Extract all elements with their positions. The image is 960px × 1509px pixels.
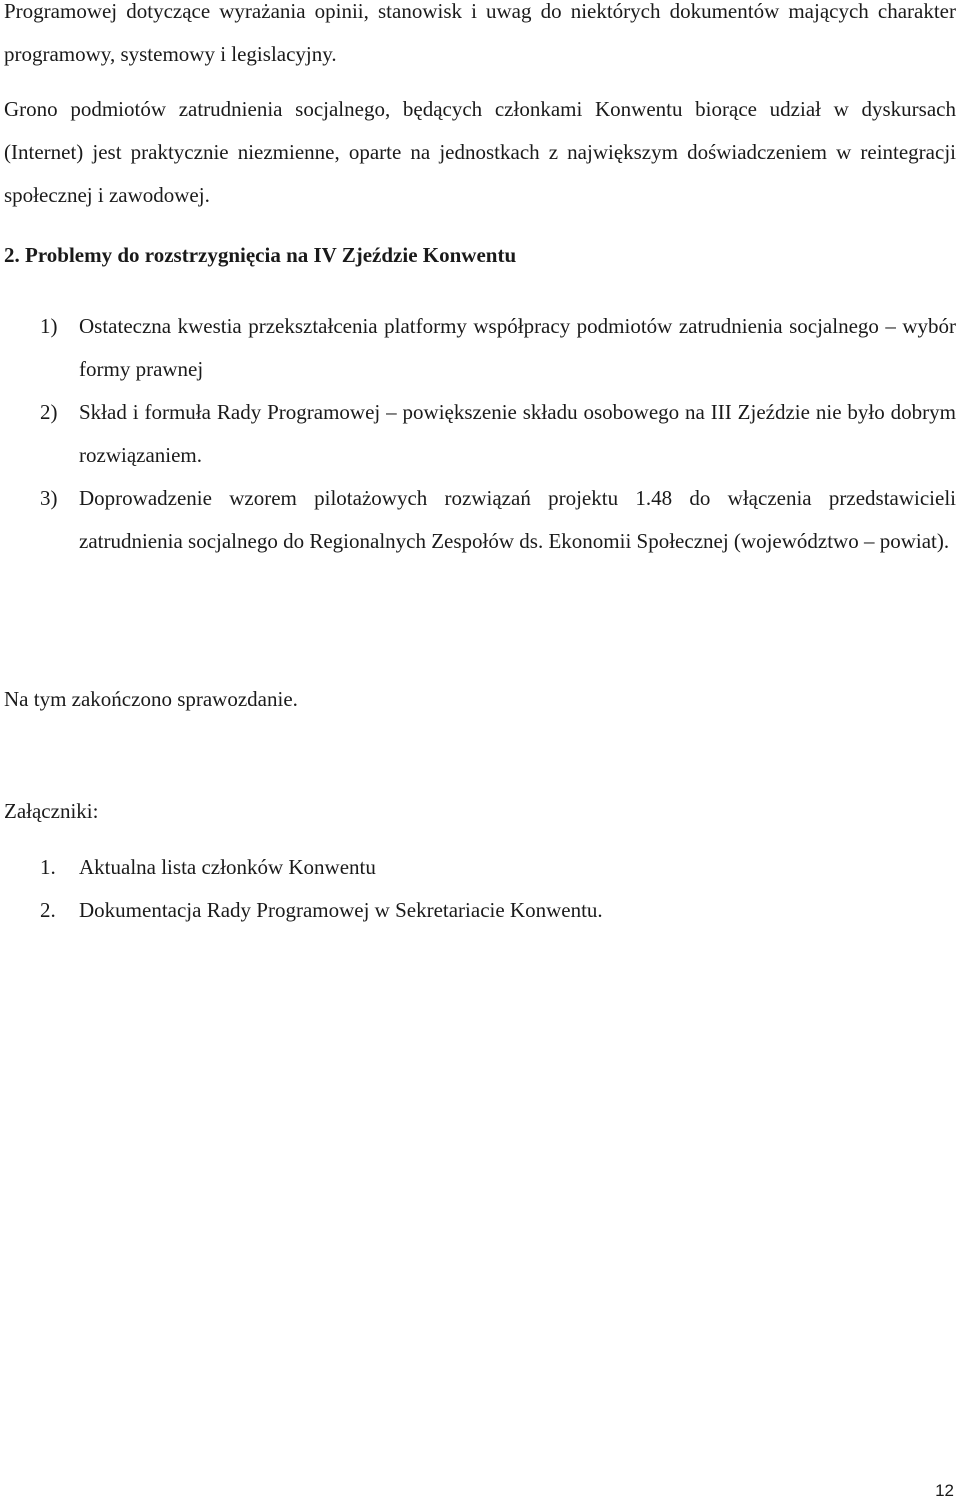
attachment-number: 2. bbox=[40, 898, 56, 922]
list-item-text: Ostateczna kwestia przekształcenia platformy współpracy podmiotów zatrudnienia socjalnego – wybór formy prawnej bbox=[79, 314, 956, 381]
list-item-text: Doprowadzenie wzorem pilotażowych rozwiązań projektu 1.48 do włączenia przedstawicieli zatrudnienia socjalnego do Regionalnych Zespołów ds. Ekonomii Społecznej (województwo – powiat). bbox=[79, 486, 956, 553]
list-item-number: 3) bbox=[40, 486, 58, 510]
page-number: 12 bbox=[935, 1481, 954, 1500]
attachments-title: Załączniki: bbox=[4, 799, 99, 823]
list-item bbox=[40, 477, 956, 563]
problems-list bbox=[40, 305, 956, 563]
list-item-number: 2) bbox=[40, 400, 58, 424]
list-item bbox=[40, 305, 956, 391]
paragraph-intro-continuation: Programowej dotyczące wyrażania opinii, stanowisk i uwag do niektórych dokumentów mających charakter programowy, systemowy i legislacyjny. bbox=[4, 0, 956, 66]
section-heading: 2. Problemy do rozstrzygnięcia na IV Zjeździe Konwentu bbox=[4, 243, 517, 267]
attachment-item bbox=[40, 846, 603, 889]
attachments-list bbox=[40, 846, 603, 932]
attachment-item bbox=[40, 889, 603, 932]
paragraph-participants: Grono podmiotów zatrudnienia socjalnego, będących członkami Konwentu biorące udział w dyskursach (Internet) jest praktycznie niezmienne, oparte na jednostkach z największym doświadczeniem w reintegracji społecznej i zawodowej. bbox=[4, 97, 956, 207]
attachment-number: 1. bbox=[40, 855, 56, 879]
attachment-text: Aktualna lista członków Konwentu bbox=[79, 855, 376, 879]
list-item-number: 1) bbox=[40, 314, 58, 338]
list-item bbox=[40, 391, 956, 477]
list-item-text: Skład i formuła Rady Programowej – powiększenie składu osobowego na III Zjeździe nie było dobrym rozwiązaniem. bbox=[79, 400, 956, 467]
closing-sentence: Na tym zakończono sprawozdanie. bbox=[4, 687, 298, 711]
attachment-text: Dokumentacja Rady Programowej w Sekretariacie Konwentu. bbox=[79, 898, 603, 922]
